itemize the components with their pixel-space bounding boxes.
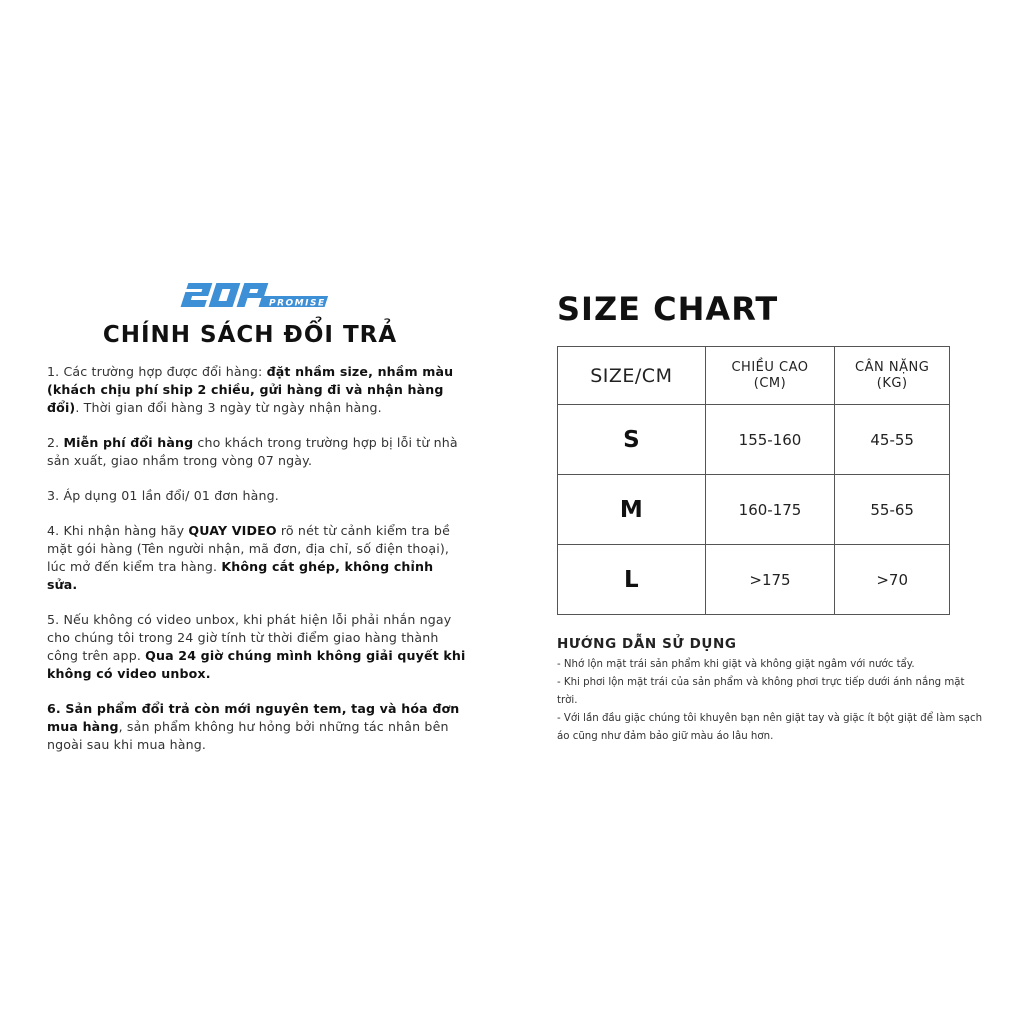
brand-logo <box>179 281 333 309</box>
guide-line: - Nhớ lộn mặt trái sản phẩm khi giặt và không giặt ngâm với nước tẩy. <box>557 659 915 670</box>
size-cell: M <box>558 475 706 545</box>
policy-title: CHÍNH SÁCH ĐỔI TRẢ <box>102 322 398 348</box>
guide-line: - Khi phơi lộn mặt trái của sản phẩm và không phơi trực tiếp dưới ánh nắng mặt trời. <box>557 677 965 706</box>
height-cell: 155-160 <box>705 405 835 475</box>
height-cell: 160-175 <box>705 475 835 545</box>
table-row <box>558 405 950 475</box>
policy-item-3: 3. Áp dụng 01 lần đổi/ 01 đơn hàng. <box>47 488 279 503</box>
table-row <box>558 545 950 615</box>
usage-guide <box>557 656 987 746</box>
weight-cell: 45-55 <box>835 405 950 475</box>
policy-item-6: 6. Sản phẩm đổi trả còn mới nguyên tem, tag và hóa đơn mua hàng, sản phẩm không hư hỏng bởi những tác nhân bên ngoài sau khi mua hàng. <box>47 701 460 752</box>
size-cell: S <box>558 405 706 475</box>
table-header-row <box>558 347 950 405</box>
policy-item-4: 4. Khi nhận hàng hãy QUAY VIDEO rõ nét từ cảnh kiểm tra bề mặt gói hàng (Tên người nhận, mã đơn, địa chỉ, số điện thoại), lúc mở đến kiểm tra hàng. Không cắt ghép, không chỉnh sửa. <box>47 523 450 592</box>
header-height: CHIỀU CAO (CM) <box>705 347 835 405</box>
policy-item-5: 5. Nếu không có video unbox, khi phát hiện lỗi phải nhắn ngay cho chúng tôi trong 24 giờ tính từ thời điểm giao hàng thành công trên app. Qua 24 giờ chúng mình không giải quyết khi không có video unbox. <box>47 612 466 681</box>
policy-item-1: 1. Các trường hợp được đổi hàng: đặt nhầm size, nhầm màu (khách chịu phí ship 2 chiều, gửi hàng đi và nhận hàng đổi). Thời gian đổi hàng 3 ngày từ ngày nhận hàng. <box>47 364 454 415</box>
usage-guide-title: HƯỚNG DẪN SỬ DỤNG <box>557 636 737 652</box>
policy-list <box>47 363 467 771</box>
size-cell: L <box>558 545 706 615</box>
size-chart-title: SIZE CHART <box>557 290 779 328</box>
guide-line: - Với lần đầu giặc chúng tôi khuyên bạn nên giặt tay và giặc ít bột giặt để làm sạch áo cũng như đảm bảo giữ màu áo lâu hơn. <box>557 713 983 742</box>
size-chart-table <box>557 346 950 615</box>
height-cell: >175 <box>705 545 835 615</box>
header-weight: CÂN NẶNG (KG) <box>835 347 950 405</box>
logo-sub-text: PROMISE <box>269 298 326 309</box>
weight-cell: 55-65 <box>835 475 950 545</box>
policy-item-2: 2. Miễn phí đổi hàng cho khách trong trường hợp bị lỗi từ nhà sản xuất, giao nhầm trong vòng 07 ngày. <box>47 435 458 468</box>
header-size: SIZE/CM <box>558 347 706 405</box>
weight-cell: >70 <box>835 545 950 615</box>
table-row <box>558 475 950 545</box>
